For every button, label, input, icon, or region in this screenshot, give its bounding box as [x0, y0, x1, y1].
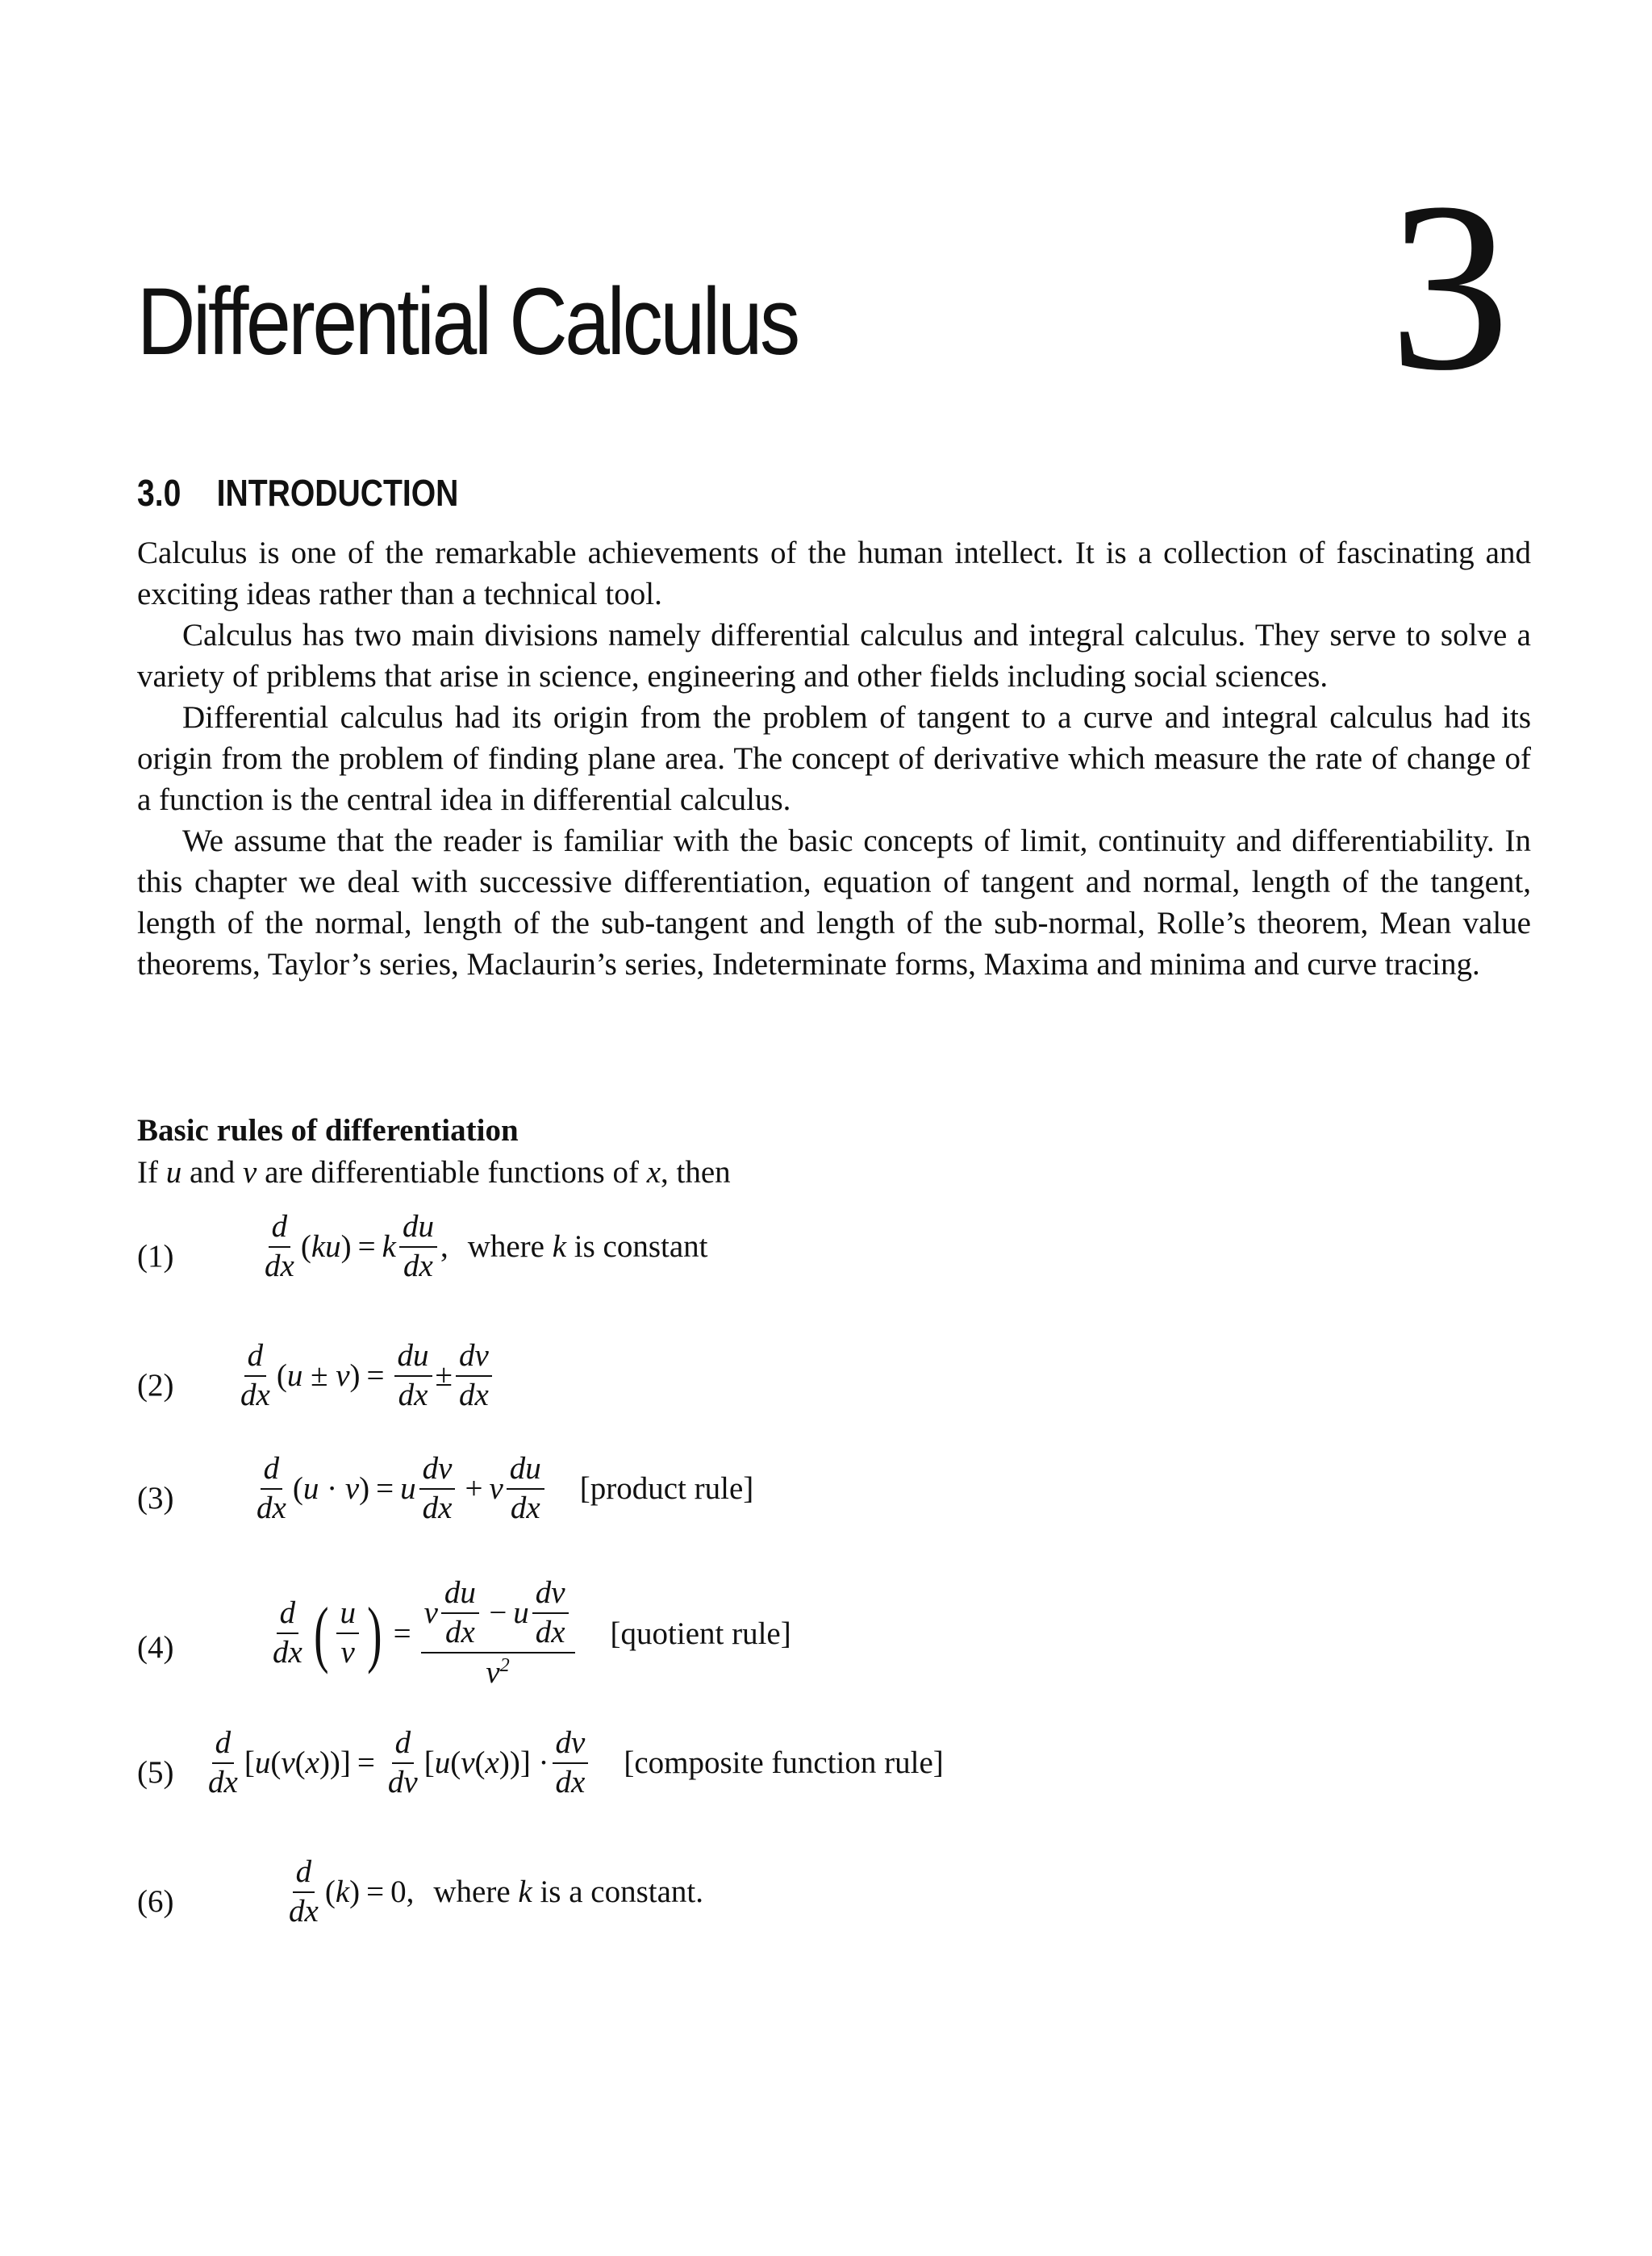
paragraph-3: Differential calculus had its origin from the problem of tangent to a curve and integral calculus had its origin from the problem of finding plane area. The concept of derivative which measure the rate of change of a function is the central idea in differential calculus.: [137, 700, 1531, 817]
rule-3-formula: $\frac{d}{dx}$ (u · v) = u $\frac{dv}{dx}$ + v $\frac{du}{dx}$ [product rule]: [257, 1451, 754, 1525]
rule-number: (3): [137, 1481, 174, 1516]
paragraph-1: Calculus is one of the remarkable achievements of the human intellect. It is a collection of fascinating and exciting ideas rather than a technical tool.: [137, 536, 1531, 611]
rule-4: [137, 1565, 1508, 1702]
rules-lead: If u and v are differentiable functions of x, then: [137, 1155, 731, 1190]
rule-5: [137, 1726, 1508, 1815]
rule-1: [137, 1210, 1508, 1299]
rule-6-formula: $\frac{d}{dx}$ (k) = 0, where k is a constant.: [289, 1854, 704, 1929]
rule-number: (4): [137, 1630, 174, 1665]
product-rule-note: [product rule]: [579, 1471, 754, 1507]
rule-5-formula: $\frac{d}{dx}$ [u(v(x))] = $\frac{d}{dv}$ [u(v(x))] · $\frac{dv}{dx}$ [composite function rule]: [208, 1725, 944, 1799]
rule-1-formula: $\frac{d}{dx}$ (ku) = k $\frac{du}{dx}$ , where k is constant: [265, 1209, 708, 1283]
rules-heading: Basic rules of differentiation: [137, 1113, 519, 1148]
composite-rule-note: [composite function rule]: [624, 1745, 944, 1781]
rule-2-formula: $\frac{d}{dx}$ (u ± v) = $\frac{du}{dx}$ ± $\frac{dv}{dx}$: [234, 1339, 495, 1413]
chapter-title: Differential Calculus: [137, 269, 798, 375]
rule-number: (5): [137, 1755, 174, 1790]
chapter-number: 3: [1389, 152, 1510, 420]
rule-number: (6): [137, 1884, 174, 1919]
rule-6: [137, 1855, 1508, 1944]
paragraph-2: Calculus has two main divisions namely differential calculus and integral calculus. They serve to solve a variety of priblems that arise in science, engineering and other fields including social sciences.: [137, 618, 1531, 694]
rule-2: [137, 1339, 1508, 1428]
section-number: 3.0: [137, 472, 181, 514]
section-title: INTRODUCTION: [216, 472, 459, 514]
rule-number: (2): [137, 1368, 174, 1403]
quotient-rule-note: [quotient rule]: [610, 1616, 791, 1651]
rule-4-formula: $\frac{d}{dx}$ ( $\frac{u}{v}$ ) = v $\frac{du}{dx}$ − u $\frac{dv}{dx}$ $v^2$ [quotient rule]: [273, 1575, 791, 1690]
rule-number: (1): [137, 1239, 174, 1274]
introduction-body: [137, 532, 1531, 985]
paragraph-4: We assume that the reader is familiar with the basic concepts of limit, continuity and differentiability. In this chapter we deal with successive differentiation, equation of tangent and normal, length of the tangent, length of the normal, length of the sub-tangent and length of the sub-normal, Rolle’s theorem, Mean value theorems, Taylor’s series, Maclaurin’s series, Indeterminate forms, Maxima and minima and curve tracing.: [137, 824, 1531, 982]
section-heading: [137, 472, 459, 514]
rule-3: [137, 1452, 1508, 1541]
